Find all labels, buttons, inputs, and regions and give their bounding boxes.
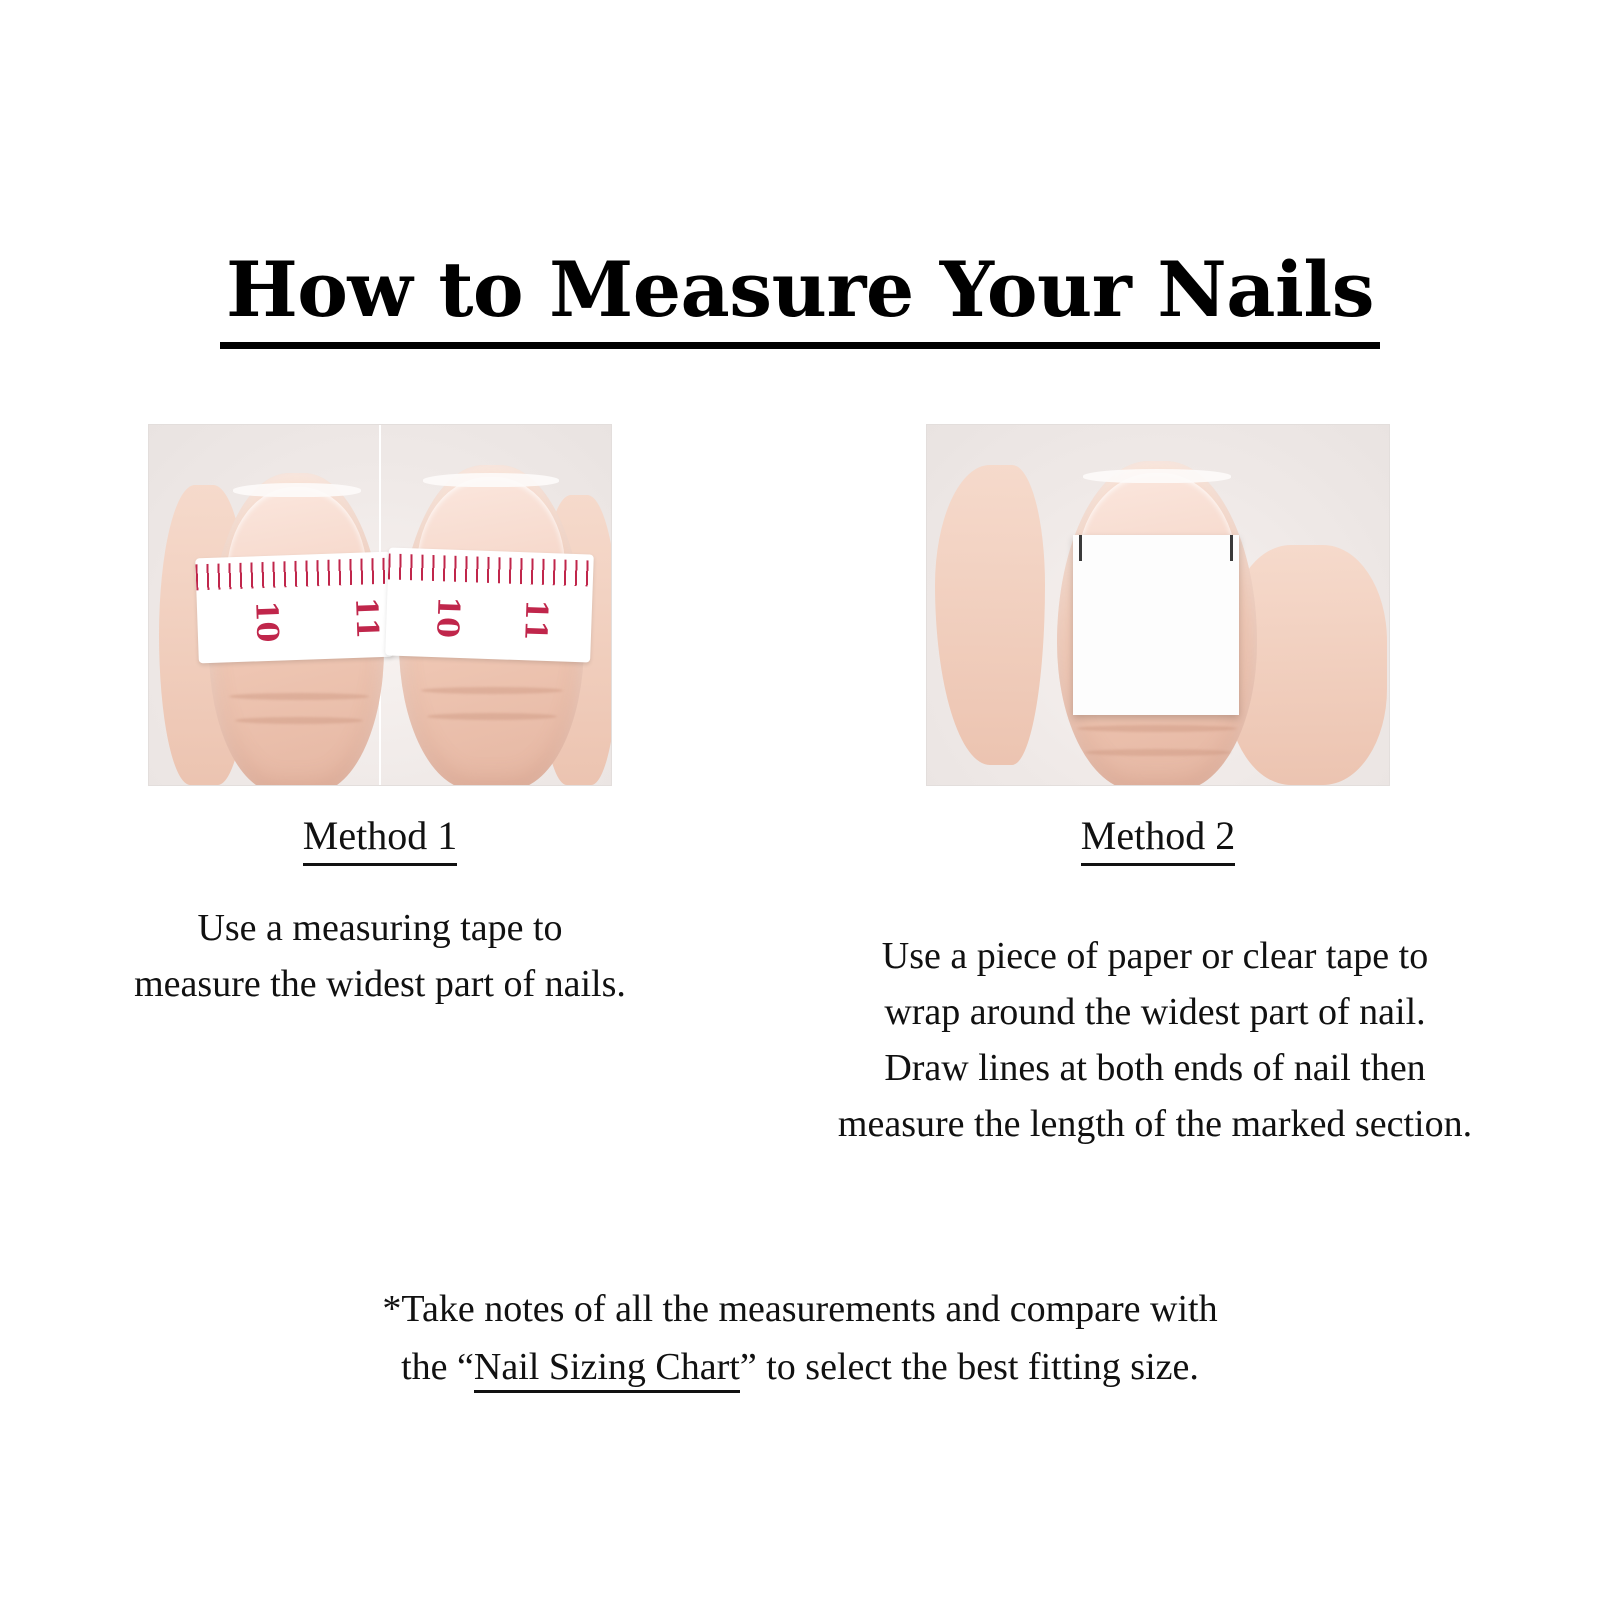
method-1-scene bbox=[149, 425, 611, 785]
footnote bbox=[200, 1280, 1400, 1396]
method-2-line-1: Use a piece of paper or clear tape to bbox=[881, 935, 1429, 977]
method-1-line-1: Use a measuring tape to bbox=[197, 907, 563, 949]
tape-number: 10 bbox=[429, 595, 466, 639]
knuckle-crease bbox=[421, 687, 563, 694]
nail-tip-right bbox=[423, 473, 559, 487]
knuckle-crease bbox=[229, 693, 369, 700]
method-2-line-4: measure the length of the marked section. bbox=[837, 1103, 1473, 1145]
method-2-line-3: Draw lines at both ends of nail then bbox=[884, 1047, 1426, 1089]
page-title: How to Measure Your Nails bbox=[220, 248, 1380, 349]
tape-number: 11 bbox=[348, 596, 385, 640]
method-2-label: Method 2 bbox=[1081, 813, 1235, 866]
method-1-photo bbox=[148, 424, 612, 786]
nail-sizing-chart-link[interactable]: Nail Sizing Chart bbox=[474, 1346, 740, 1393]
method-2-line-2: wrap around the widest part of nail. bbox=[884, 991, 1426, 1033]
knuckle-crease bbox=[1077, 725, 1237, 732]
paper-mark-right bbox=[1230, 535, 1233, 561]
method-1-description bbox=[60, 900, 700, 1012]
footnote-line-2-suffix: ” to select the best fitting size. bbox=[739, 1346, 1199, 1388]
method-2-description bbox=[760, 928, 1550, 1152]
paper-strip bbox=[1073, 535, 1239, 715]
nail-tip-left bbox=[233, 483, 361, 497]
tape-ticks-right bbox=[388, 553, 594, 586]
footnote-line-1: *Take notes of all the measurements and compare with bbox=[382, 1288, 1218, 1330]
knuckle-crease bbox=[427, 713, 557, 720]
method-2-photo bbox=[926, 424, 1390, 786]
tape-ticks-left bbox=[195, 558, 391, 591]
nail-tip bbox=[1083, 469, 1231, 483]
method-1-label-wrapper bbox=[148, 812, 612, 866]
measuring-tape-left bbox=[195, 552, 394, 664]
knuckle-crease bbox=[235, 717, 363, 724]
method-2-label-wrapper bbox=[926, 812, 1390, 866]
knuckle-crease bbox=[1085, 749, 1231, 756]
paper-mark-left bbox=[1079, 535, 1082, 561]
method-2-scene bbox=[927, 425, 1389, 785]
footnote-line-2 bbox=[200, 1338, 1400, 1396]
tape-number: 10 bbox=[248, 600, 285, 643]
method-1-label: Method 1 bbox=[303, 813, 457, 866]
method-1-line-2: measure the widest part of nails. bbox=[134, 963, 626, 1005]
footnote-line-2-prefix: the “ bbox=[401, 1346, 474, 1388]
measuring-tape-right bbox=[385, 547, 594, 662]
tape-number: 11 bbox=[517, 598, 554, 642]
page-title-wrapper bbox=[0, 245, 1600, 349]
photo-row bbox=[0, 424, 1600, 786]
